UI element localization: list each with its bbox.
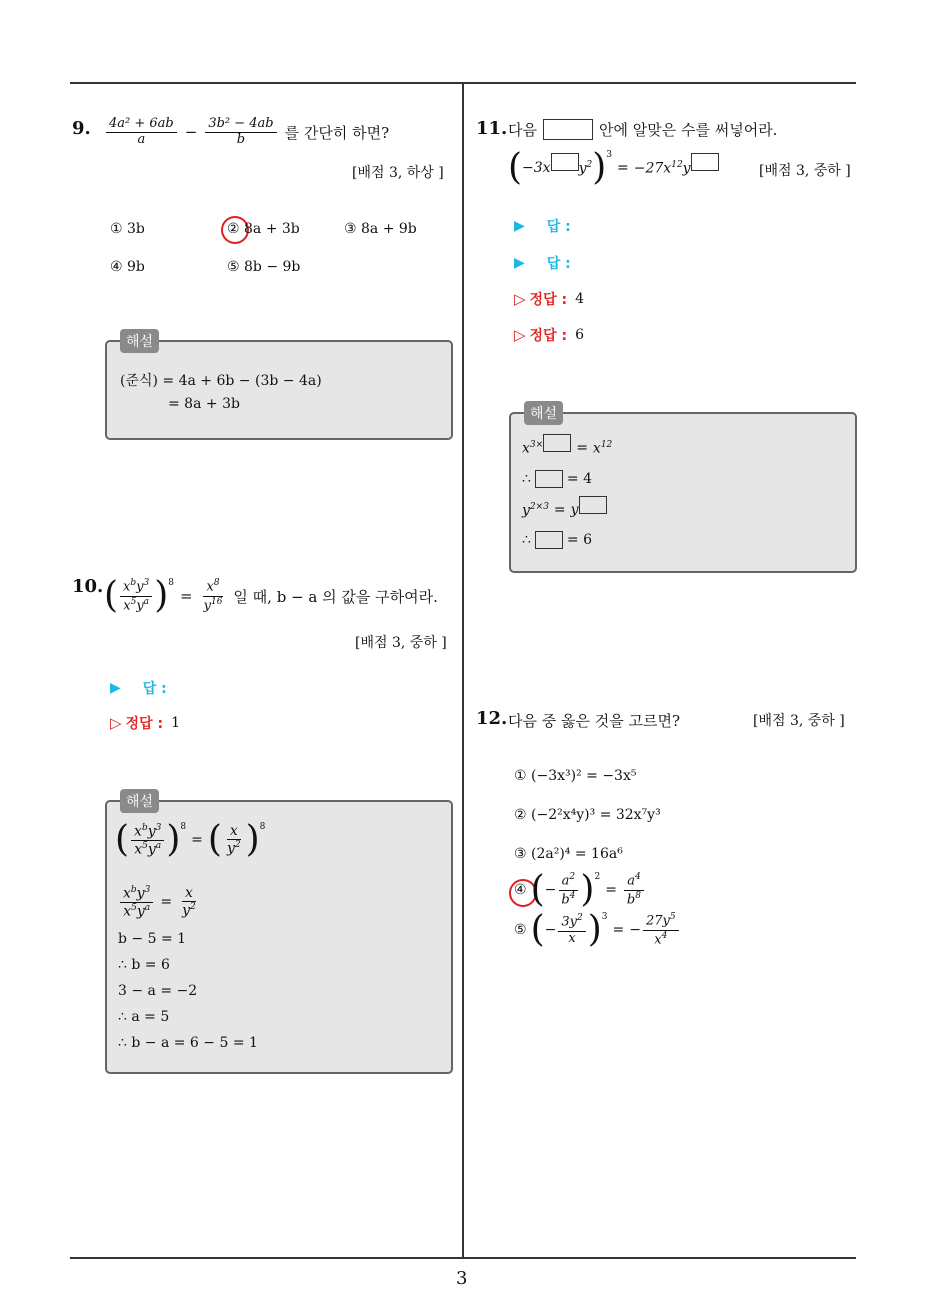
q10-expression: ( $\frac{x^by^3}{x^5y^a}$ ) $^8$ = $\frac{x^8}{y^{16}}$ 일 때, b − a 의 값을 구하여라. bbox=[104, 575, 438, 616]
q9-frac2: $\frac{\text{3b² − 4ab}}{b}$ bbox=[205, 117, 276, 148]
outline-arrow-icon: ▷ bbox=[110, 714, 122, 732]
q12-choice-2[interactable]: ② (−2²x⁴y)³ = 32x⁷y³ bbox=[514, 807, 661, 823]
q9-text: 를 간단히 하면? bbox=[284, 123, 390, 142]
q12-choice-4[interactable]: ④ ( − $\frac{a^2}{b^4}$ ) $^2$ = $\frac{a^4}{b^8}$ bbox=[514, 872, 646, 908]
q11-explanation-tag: 해설 bbox=[524, 401, 563, 425]
q9-number: 9. bbox=[72, 118, 91, 139]
bottom-rule bbox=[70, 1257, 856, 1259]
outline-arrow-icon: ▷ bbox=[514, 290, 526, 308]
q9-choice-5[interactable]: ⑤ 8b − 9b bbox=[227, 259, 301, 275]
q9-explain-line-2: = 8a + 3b bbox=[168, 396, 240, 412]
q11-answer-row-1: ▶ 답 : bbox=[514, 218, 571, 235]
q10-answer-row: ▶ 답 : bbox=[110, 680, 167, 697]
q10-explain-line-4: ∴ a = 5 bbox=[118, 1009, 170, 1025]
outline-arrow-icon: ▷ bbox=[514, 326, 526, 344]
q12-score: [배점 3, 중하 ] bbox=[753, 713, 845, 729]
q9-choice-4[interactable]: ④ 9b bbox=[110, 259, 145, 275]
page-number: 3 bbox=[456, 1268, 468, 1289]
q11-blank-2 bbox=[691, 153, 719, 171]
q10-explain-line-2: ∴ b = 6 bbox=[118, 957, 170, 973]
q12-choice-3[interactable]: ③ (2a²)⁴ = 16a⁶ bbox=[514, 846, 623, 862]
q11-explain-line-2: ∴ = 6 bbox=[522, 532, 593, 548]
q9-choice-2[interactable]: ② 8a + 3b bbox=[227, 221, 300, 237]
q9-expression: $\frac{\text{4a² + 6ab}}{a}$ − $\frac{\text{3b² − 4ab}}{b}$ 를 간단히 하면? bbox=[104, 117, 389, 148]
column-divider bbox=[462, 84, 464, 1258]
q10-explanation-tag: 해설 bbox=[120, 789, 159, 813]
q9-score: [배점 3, 하상 ] bbox=[352, 165, 444, 181]
q11-explain-eq-2: $y^{2\times 3}$ = y bbox=[522, 502, 607, 519]
q12-choice-1[interactable]: ① (−3x³)² = −3x⁵ bbox=[514, 768, 637, 784]
q11-score: [배점 3, 중하 ] bbox=[759, 163, 851, 179]
q9-choice-1[interactable]: ① 3b bbox=[110, 221, 145, 237]
q11-equation: ( −3x $y^2$ ) $^3$ = $-27x^{12}y$ bbox=[508, 150, 719, 186]
q11-blank-1 bbox=[551, 153, 579, 171]
q11-correct-row-2: ▷ 정답 : 6 bbox=[514, 326, 584, 344]
q11-answer-row-2: ▶ 답 : bbox=[514, 255, 571, 272]
q9-explanation-tag: 해설 bbox=[120, 329, 159, 353]
q10-number: 10. bbox=[72, 576, 104, 597]
play-arrow-icon: ▶ bbox=[110, 680, 121, 696]
q12-choice-5[interactable]: ⑤ ( − $\frac{3y^2}{x}$ ) $^3$ = − $\frac{27y^5}{x^4}$ bbox=[514, 912, 681, 948]
q10-score: [배점 3, 중하 ] bbox=[355, 635, 447, 651]
q12-text: 다음 중 옳은 것을 고르면? bbox=[508, 712, 681, 730]
q11-correct-row-1: ▷ 정답 : 4 bbox=[514, 290, 584, 308]
play-arrow-icon: ▶ bbox=[514, 255, 525, 271]
q10-explain-line-3: 3 − a = −2 bbox=[118, 983, 198, 999]
q9-frac1: $\frac{\text{4a² + 6ab}}{a}$ bbox=[106, 117, 177, 148]
q9-explain-line-1: (준식) = 4a + 6b − (3b − 4a) bbox=[120, 373, 322, 389]
q11-question: 다음 안에 알맞은 수를 써넣어라. bbox=[508, 121, 778, 139]
q9-explanation-box bbox=[105, 340, 453, 440]
q10-correct-row: ▷ 정답 : 1 bbox=[110, 714, 180, 732]
q12-number: 12. bbox=[476, 708, 508, 729]
q10-explain-line-5: ∴ b − a = 6 − 5 = 1 bbox=[118, 1035, 258, 1051]
play-arrow-icon: ▶ bbox=[514, 218, 525, 234]
q10-text: 일 때, b − a 의 값을 구하여라. bbox=[233, 587, 438, 606]
q10-explain-eq-1: ( $\frac{x^by^3}{x^5y^a}$ ) $^8$ = ( $\frac{x}{y^2}$ ) $^8$ bbox=[115, 819, 266, 860]
q10-explain-eq-2: $\frac{x^by^3}{x^5y^a}$ = $\frac{x}{y^2}$ bbox=[118, 885, 201, 920]
q10-explain-line-1: b − 5 = 1 bbox=[118, 931, 187, 947]
q11-explain-eq-1: $x^{3\times}$ = $x^{12}$ bbox=[522, 440, 612, 457]
q9-choice-3[interactable]: ③ 8a + 9b bbox=[344, 221, 417, 237]
q11-number: 11. bbox=[476, 118, 508, 139]
q11-explain-line-1: ∴ = 4 bbox=[522, 471, 593, 487]
q11-blank-box bbox=[543, 119, 593, 140]
